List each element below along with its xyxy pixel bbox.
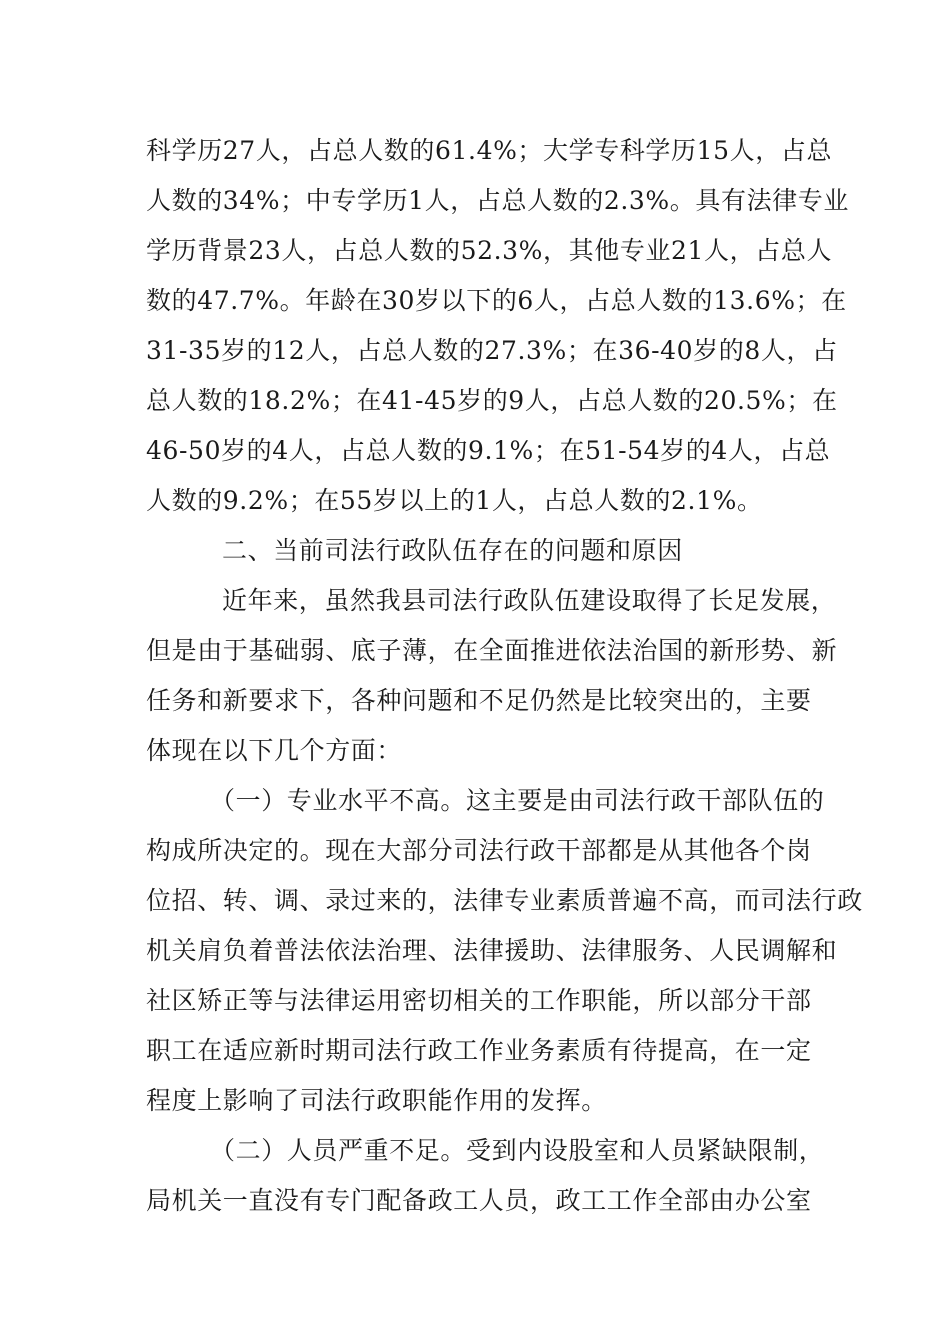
body-text-line: 位招、转、调、录过来的，法律专业素质普遍不高，而司法行政 (146, 886, 863, 915)
body-text-line: 任务和新要求下，各种问题和不足仍然是比较突出的，主要 (146, 686, 812, 715)
body-text-line: 局机关一直没有专门配备政工人员，政工工作全部由办公室 (146, 1186, 812, 1215)
body-text-line: 46-50岁的4人，占总人数的9.1%；在51-54岁的4人，占总 (146, 436, 831, 465)
body-text-line: 程度上影响了司法行政职能作用的发挥。 (146, 1086, 607, 1115)
body-text-line: 构成所决定的。现在大部分司法行政干部都是从其他各个岗 (146, 836, 812, 865)
body-text-line: 31-35岁的12人，占总人数的27.3%；在36-40岁的8人，占 (146, 336, 838, 365)
subsection-heading-line: （二）人员严重不足。受到内设股室和人员紧缺限制， (210, 1136, 825, 1165)
section-heading: 二、当前司法行政队伍存在的问题和原因 (222, 536, 683, 565)
subsection-heading-line: （一）专业水平不高。这主要是由司法行政干部队伍的 (210, 786, 825, 815)
body-text-line: 学历背景23人，占总人数的52.3%，其他专业21人，占总人 (146, 236, 833, 265)
body-text-line: 人数的9.2%；在55岁以上的1人，占总人数的2.1%。 (146, 486, 763, 515)
body-text-line: 总人数的18.2%；在41-45岁的9人，占总人数的20.5%；在 (146, 386, 838, 415)
body-text-line: 体现在以下几个方面： (146, 736, 403, 765)
body-text-line: 数的47.7%。年龄在30岁以下的6人，占总人数的13.6%；在 (146, 286, 847, 315)
body-text-line: 人数的34%；中专学历1人，占总人数的2.3%。具有法律专业 (146, 186, 849, 215)
body-text-line: 职工在适应新时期司法行政工作业务素质有待提高，在一定 (146, 1036, 812, 1065)
body-text-line: 但是由于基础弱、底子薄，在全面推进依法治国的新形势、新 (146, 636, 838, 665)
body-text-line: 机关肩负着普法依法治理、法律援助、法律服务、人民调解和 (146, 936, 838, 965)
paragraph-first-line: 近年来，虽然我县司法行政队伍建设取得了长足发展， (222, 586, 837, 615)
body-text-line: 科学历27人，占总人数的61.4%；大学专科学历15人，占总 (146, 136, 833, 165)
body-text-line: 社区矫正等与法律运用密切相关的工作职能，所以部分干部 (146, 986, 812, 1015)
